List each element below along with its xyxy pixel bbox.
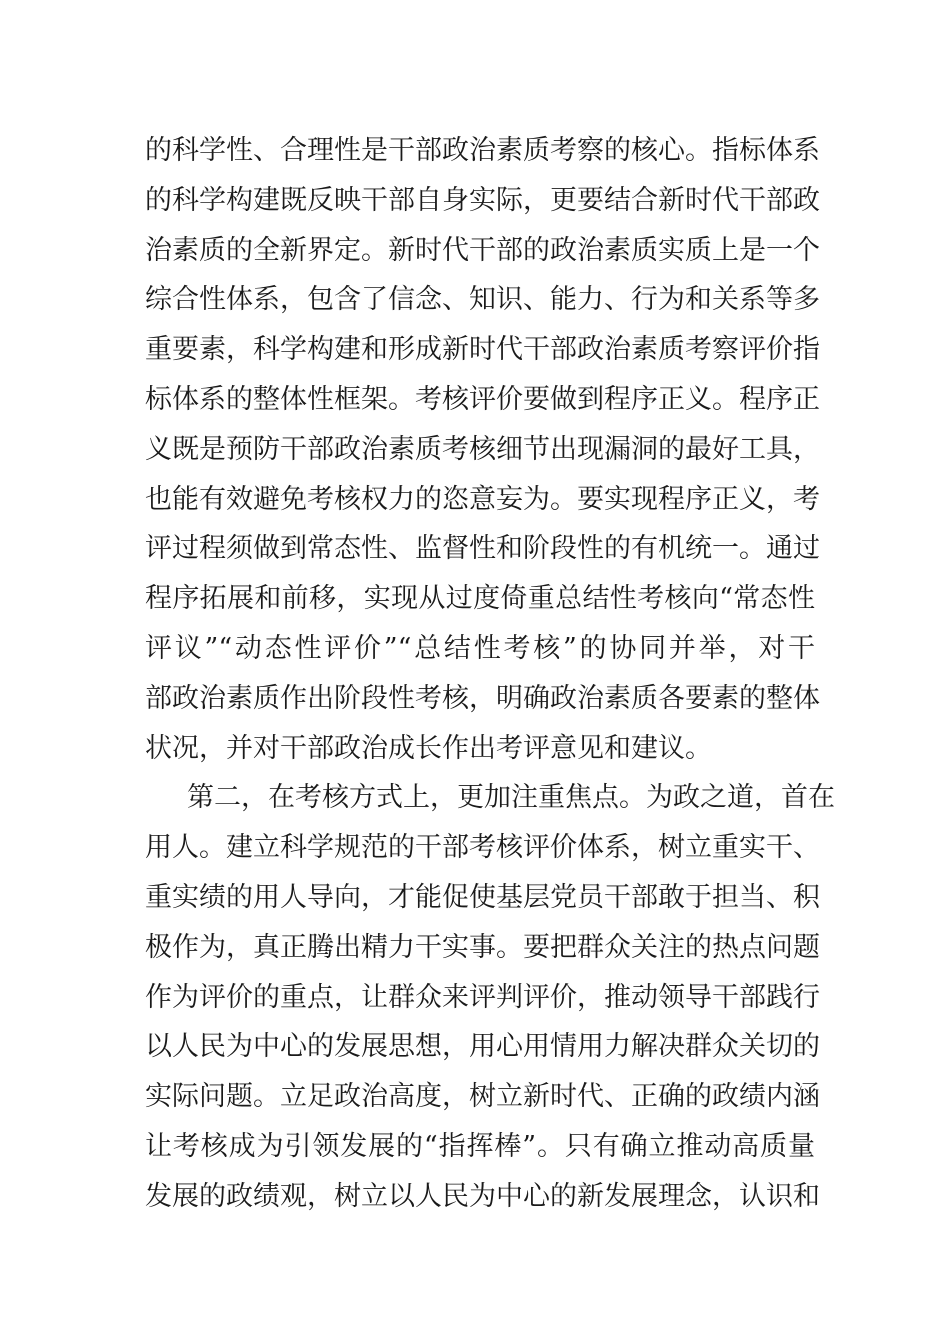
- text-line: 标体系的整体性框架。考核评价要做到程序正义。程序正: [145, 383, 820, 415]
- text-line: 评过程须做到常态性、监督性和阶段性的有机统一。通过: [145, 533, 820, 565]
- text-line: 用人。建立科学规范的干部考核评价体系，树立重实干、: [145, 832, 820, 864]
- text-line: 让考核成为引领发展的“指挥棒”。只有确立推动高质量: [145, 1130, 815, 1162]
- text-line: 部政治素质作出阶段性考核，明确政治素质各要素的整体: [145, 682, 820, 714]
- text-line: 义既是预防干部政治素质考核细节出现漏洞的最好工具，: [145, 433, 820, 465]
- text-line: 重实绩的用人导向，才能促使基层党员干部敢于担当、积: [145, 881, 820, 913]
- text-line: 治素质的全新界定。新时代干部的政治素质实质上是一个: [145, 234, 820, 266]
- text-line: 状况，并对干部政治成长作出考评意见和建议。: [145, 732, 712, 764]
- text-line: 第二，在考核方式上，更加注重焦点。为政之道，首在: [187, 782, 835, 814]
- text-line: 作为评价的重点，让群众来评判评价，推动领导干部践行: [145, 981, 820, 1013]
- text-line: 的科学构建既反映干部自身实际，更要结合新时代干部政: [145, 184, 820, 216]
- text-line: 综合性体系，包含了信念、知识、能力、行为和关系等多: [145, 284, 820, 316]
- text-line: 极作为，真正腾出精力干实事。要把群众关注的热点问题: [145, 931, 820, 963]
- text-line: 重要素，科学构建和形成新时代干部政治素质考察评价指: [145, 334, 820, 366]
- text-line: 发展的政绩观，树立以人民为中心的新发展理念，认识和: [145, 1180, 820, 1212]
- text-line: 实际问题。立足政治高度，树立新时代、正确的政绩内涵: [145, 1081, 820, 1113]
- paragraph-2: [145, 773, 835, 1221]
- text-line: 评议”“动态性评价”“总结性考核”的协同并举，对干: [145, 632, 815, 664]
- paragraph-1: [145, 126, 820, 773]
- text-line: 的科学性、合理性是干部政治素质考察的核心。指标体系: [145, 135, 820, 166]
- body-text: [145, 126, 835, 1222]
- text-line: 以人民为中心的发展思想，用心用情用力解决群众关切的: [145, 1031, 820, 1063]
- text-line: 程序拓展和前移，实现从过度倚重总结性考核向“常态性: [145, 583, 815, 615]
- text-line: 也能有效避免考核权力的恣意妄为。要实现程序正义，考: [145, 483, 820, 515]
